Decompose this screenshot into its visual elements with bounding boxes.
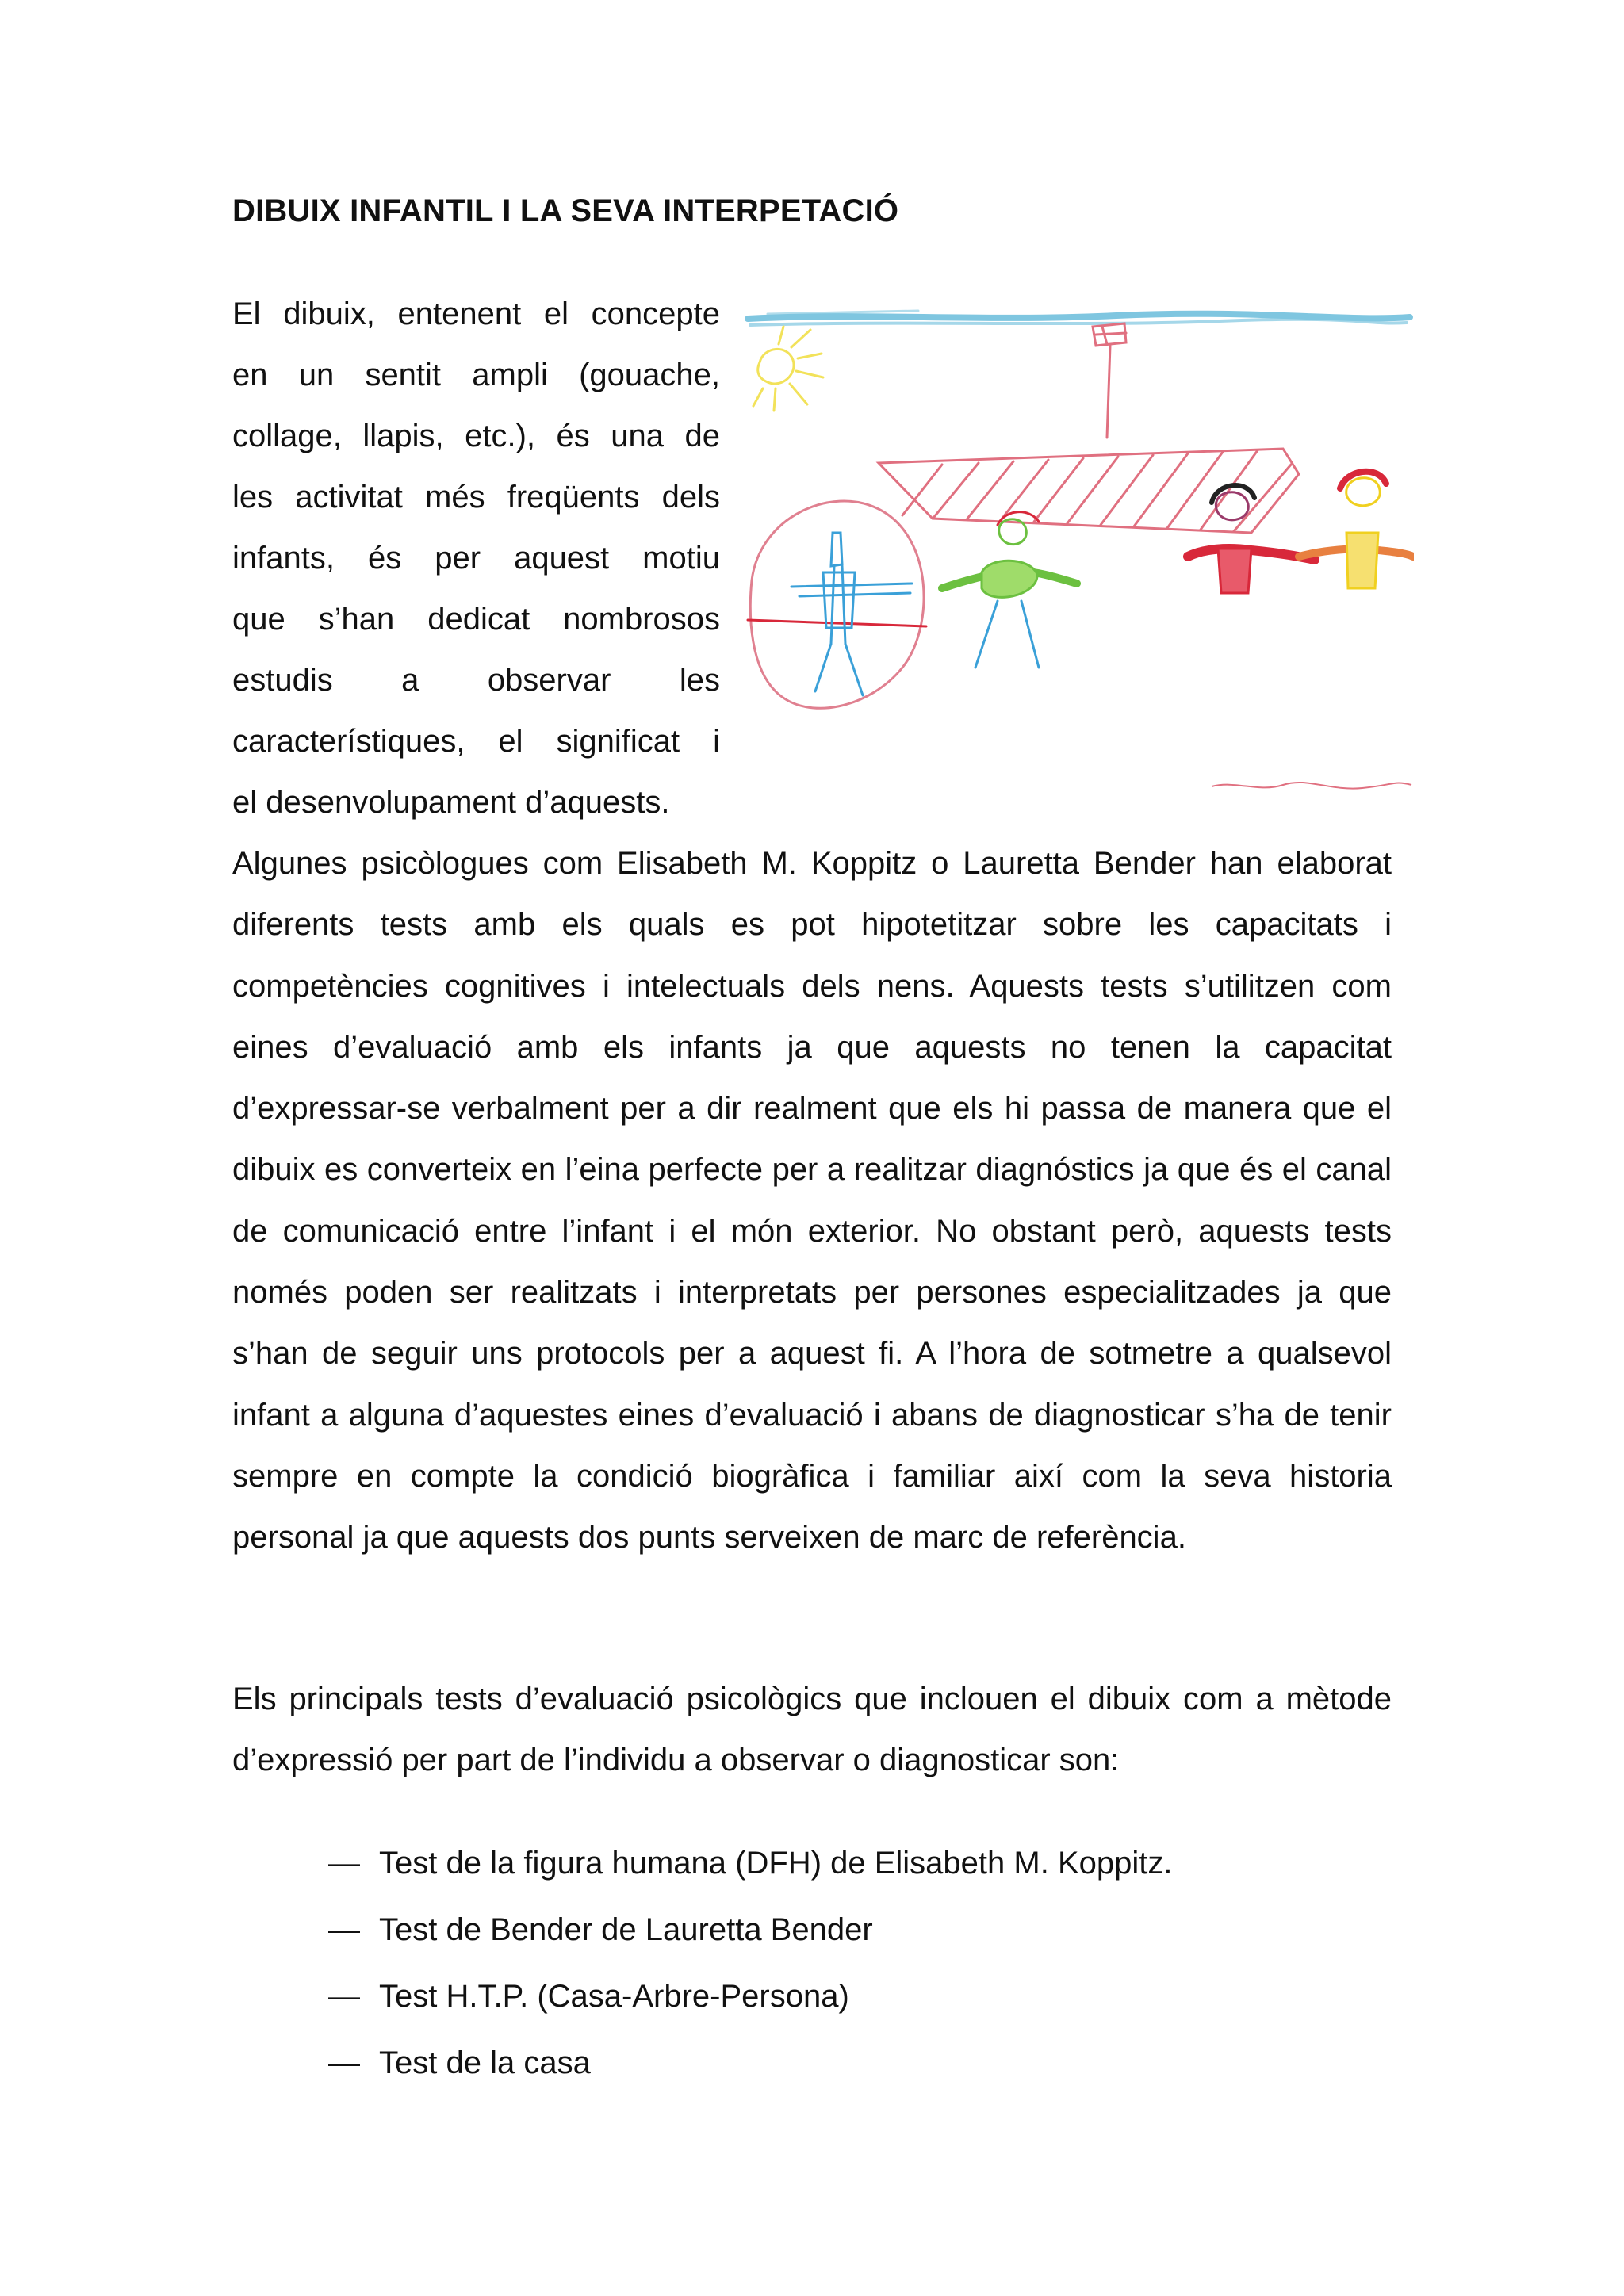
bullet-dash: — [328,2045,360,2080]
list-item [0,1963,1624,2030]
bullet-dash: — [328,1912,360,1947]
child-drawing-image [744,295,1414,818]
bullet-dash: — [328,1846,360,1881]
list-item [0,1830,1624,1896]
ground-scribble [1212,783,1411,789]
boat-drawing [879,323,1299,533]
list-item [0,1896,1624,1963]
list-item-text: Test H.T.P. (Casa-Arbre-Persona) [379,1979,849,2014]
intro-line: El dibuix, entenent el concepte [232,297,720,331]
sky-stroke [748,311,1410,325]
intro-line: el desenvolupament d’aquests. [232,785,670,820]
intro-line: les activitat més freqüents dels [232,480,720,515]
intro-line: infants, és per aquest motiu [232,541,720,576]
list-item-text: Test de la casa [379,2045,591,2080]
list-item [0,2030,1624,2096]
intro-line: en un sentit ampli (gouache, [232,358,720,392]
list-item-text: Test de la figura humana (DFH) de Elisabeth M. Koppitz. [379,1846,1173,1881]
body-paragraph: Algunes psicòlogues com Elisabeth M. Koppitz o Lauretta Bender han elaborat diferents tests amb els quals es pot hipotetitzar sobre les capacitats i competències cognitives i intelectuals dels nens. Aquests tests s’utilitzen com eines d’evaluació amb els infants ja que aquests no tenen la capacitat d’expressar-se verbalment per a dir realment que els hi passa de manera que el dibuix es converteix en l’eina perfecte per a realitzar diagnóstics ja que és el canal de comunicació entre l’infant i el món exterior. No obstant però, aquests tests només poden ser realitzats i interpretats per persones especialitzades ja que s’han de seguir uns protocols per a aquest fi. A l’hora de sotmetre a qualsevol infant a alguna d’aquestes eines d’evaluació i abans de diagnosticar s’ha de tenir sempre en compte la condició biogràfica i familiar així com la seva historia personal ja que aquests dos punts serveixen de marc de referència. [232,846,1392,1556]
list-item-text: Test de Bender de Lauretta Bender [379,1912,873,1947]
sun-drawing [753,327,823,411]
intro-line: característiques, el significat i [232,724,720,759]
circle-figure-drawing [748,501,926,708]
bullet-dash: — [328,1979,360,2014]
green-figure-drawing [942,512,1077,668]
intro-line: estudis a observar les [232,663,720,698]
document-title: DIBUIX INFANTIL I LA SEVA INTERPETACIÓ [232,193,899,228]
intro-line: que s’han dedicat nombrosos [232,602,720,637]
intro-line: collage, llapis, etc.), és una de [232,419,720,453]
body-paragraph: Els principals tests d’evaluació psicològics que inclouen el dibuix com a mètode d’expressió per part de l’individu a observar o diagnosticar son: [232,1682,1392,1778]
